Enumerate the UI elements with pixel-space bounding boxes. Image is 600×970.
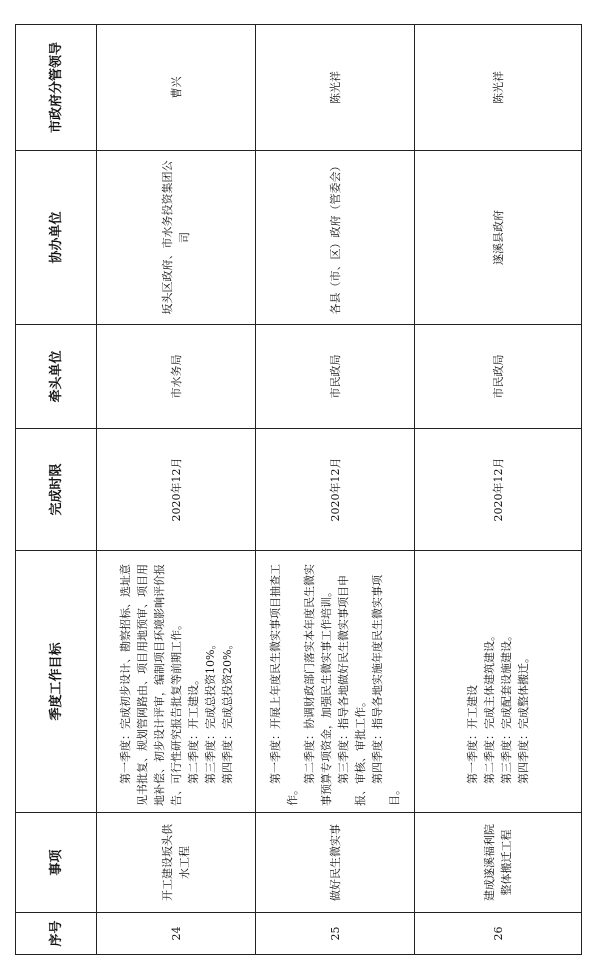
row-no: 25 [256,913,415,955]
row-item: 开工建设坂头供水工程 [97,813,256,913]
header-item: 事项 [16,813,97,913]
table-row [415,25,582,955]
row-deadline: 2020年12月 [256,429,415,551]
goal-q2: 第二季度：协调财政部门落实本年度民生微实事预算专项资金，加强民生微实事工作培训。 [303,564,333,806]
row-item: 建成遂溪福利院整体搬迁工程 [415,813,582,913]
work-target-table [15,24,582,955]
table-row [256,25,415,955]
goal-q2: 第二季度：开工建设。 [186,674,200,784]
header-no: 序号 [16,913,97,955]
goal-q4: 第四季度：指导各地实施年度民生微实事项目。 [371,575,401,806]
goal-q3: 第三季度：指导各地做好民生微实事项目申报、审核、审批工作。 [337,575,367,806]
row-goals [256,551,415,813]
row-goals [97,551,256,813]
header-goals: 季度工作目标 [16,551,97,813]
goal-q4: 第四季度：完成整体搬迁。 [517,652,530,784]
row-leader: 曹兴 [97,25,256,151]
row-no: 26 [415,913,582,955]
goal-q4: 第四季度：完成总投资20%。 [220,638,234,784]
row-item: 做好民生微实事 [256,813,415,913]
header-row [16,25,97,955]
goal-q1: 第一季度：开工建设 [466,685,479,784]
goal-q1: 第一季度：开展上年度民生微实事项目抽查工作。 [269,564,299,806]
goal-q3: 第三季度：完成配套设施建设。 [500,630,513,784]
row-lead: 市民政局 [415,325,582,429]
table-row [97,25,256,955]
header-lead: 牵头单位 [16,325,97,429]
goal-q2: 第二季度：完成主体建筑建设。 [483,630,496,784]
row-assist: 各县（市、区）政府（管委会） [256,151,415,325]
row-deadline: 2020年12月 [97,429,256,551]
row-leader: 陈光祥 [415,25,582,151]
row-lead: 市水务局 [97,325,256,429]
header-assist: 协办单位 [16,151,97,325]
header-leader: 市政府分管领导 [16,25,97,151]
row-assist: 坂头区政府、市水务投资集团公司 [97,151,256,325]
goal-q1: 第一季度：完成初步设计、勘察招标、选址意见书批复、规划管网路由、项目用地预审、项目用地补偿、初步设计评审，编制项目环境影响评价报告、可行性研究报告批复等前期工作。 [118,564,183,806]
row-assist: 遂溪县政府 [415,151,582,325]
row-goals [415,551,582,813]
row-deadline: 2020年12月 [415,429,582,551]
row-lead: 市民政局 [256,325,415,429]
row-no: 24 [97,913,256,955]
goal-q3: 第三季度：完成总投资10%。 [203,638,217,784]
header-deadline: 完成时限 [16,429,97,551]
row-leader: 陈光祥 [256,25,415,151]
